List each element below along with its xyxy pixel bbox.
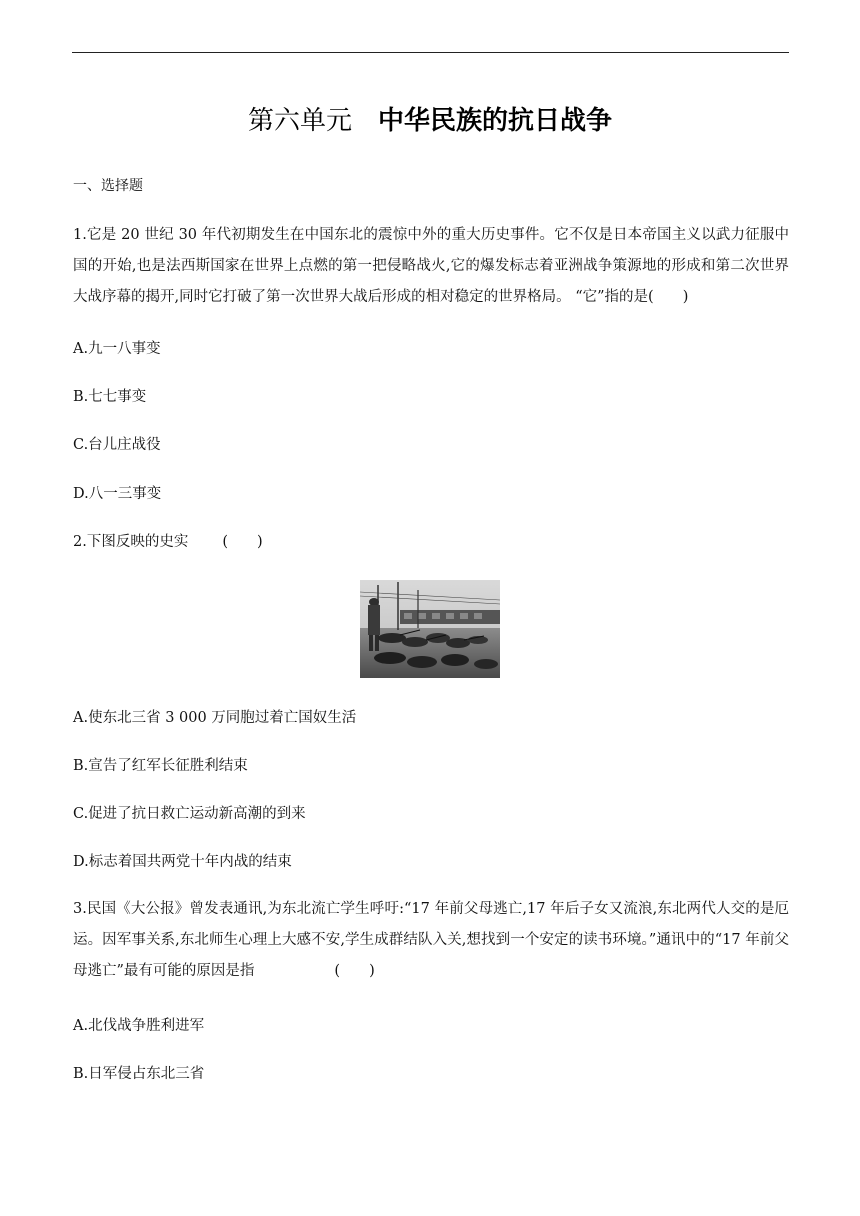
question-2-option-b[interactable]: B.宣告了红军长征胜利结束 xyxy=(73,758,248,774)
question-1-option-b[interactable]: B.七七事变 xyxy=(73,389,147,405)
question-1-stem: 1.它是 20 世纪 30 年代初期发生在中国东北的震惊中外的重大历史事件。它不仅是日本帝国主义以武力征服中国的开始,也是法西斯国家在世界上点燃的第一把侵略战火,它的爆发标志着亚洲战争策源地的形成和第二次世界大战序幕的揭开,同时它打破了第一次世界大战后形成的相对稳定的世界格局。 “它”指的是( ) xyxy=(73,227,789,305)
question-3-stem-text: 3.民国《大公报》曾发表通讯,为东北流亡学生呼吁:“17 年前父母逃亡,17 年后子女又流浪,东北两代人交的是厄运。因军事关系,东北师生心理上大感不安,学生成群结队入关,想找到一个安定的读书环境。”通讯中的“17 年前父母逃亡”最有可能的原因是指 xyxy=(73,901,789,979)
historical-photo xyxy=(360,580,500,678)
question-2-option-a[interactable]: A.使东北三省 3 000 万同胞过着亡国奴生活 xyxy=(73,710,357,726)
question-2-stem-text: 2.下图反映的史实 xyxy=(73,534,189,550)
question-2-answer-blank: ( ) xyxy=(222,534,263,550)
question-3-option-b[interactable]: B.日军侵占东北三省 xyxy=(73,1066,205,1082)
question-3-stem xyxy=(73,894,789,987)
unit-theme: 中华民族的抗日战争 xyxy=(378,106,613,136)
section-heading: 一、选择题 xyxy=(73,178,143,194)
question-2-stem xyxy=(73,532,263,552)
question-1-option-a[interactable]: A.九一八事变 xyxy=(73,341,161,357)
header-rule xyxy=(72,52,789,53)
question-1-option-c[interactable]: C.台儿庄战役 xyxy=(73,437,161,453)
question-3-option-a[interactable]: A.北伐战争胜利进军 xyxy=(73,1018,205,1034)
page-title xyxy=(0,103,860,139)
unit-label: 第六单元 xyxy=(247,106,352,136)
question-2-option-c[interactable]: C.促进了抗日救亡运动新高潮的到来 xyxy=(73,806,306,822)
question-3-answer-blank: ( ) xyxy=(334,963,375,979)
question-1-option-d[interactable]: D.八一三事变 xyxy=(73,486,162,502)
question-2-option-d[interactable]: D.标志着国共两党十年内战的结束 xyxy=(73,854,292,870)
